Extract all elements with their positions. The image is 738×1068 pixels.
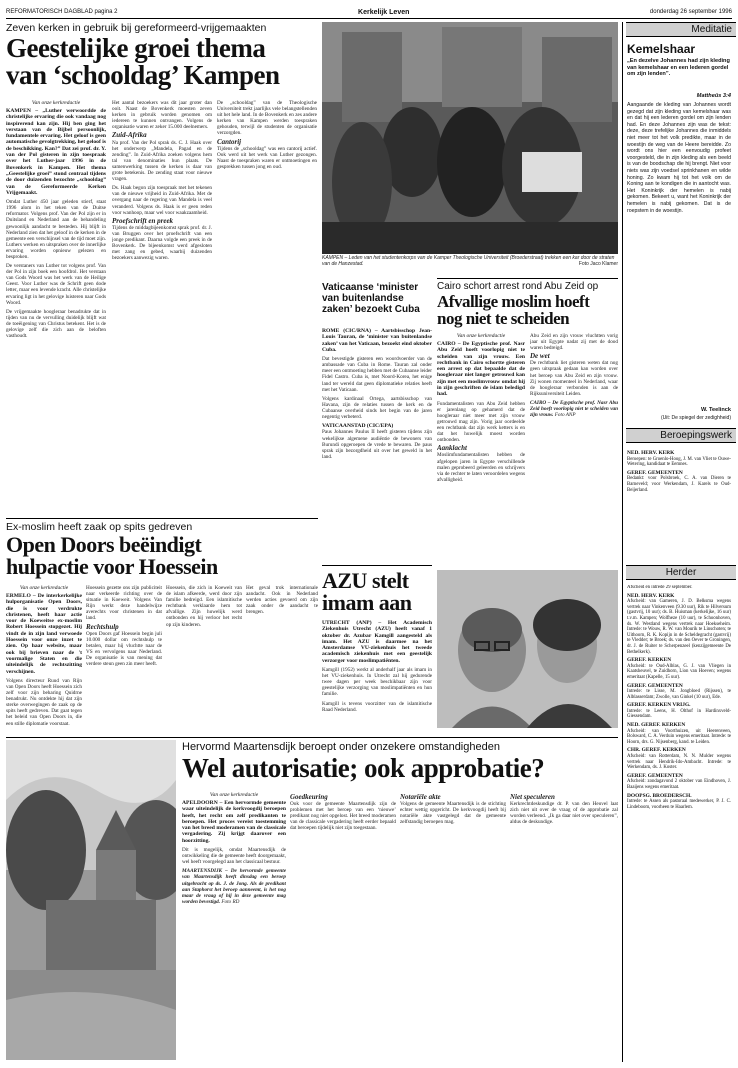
article6-photo-note-text: MAARTENSDIJK – De hervormde gemeente van Maartensdijk heeft dinsdag een beroep uitgebracht op ds. J. de Jong. Als de predikant aan Staphorst het beroep aanneemt, is het nog maar de vraag of hij in deze gemeente mag worden bevestigd. [182, 868, 286, 905]
article1-col1 [6, 108, 106, 513]
herder-head-6: CHR. GEREF. KERKEN [627, 747, 686, 754]
article4-body2: Moslimfundamentalisten hebben de afgelopen jaren in Egypte verschillende malen geprobeerd geleerden en schrijvers via de rechter te laten veroordelen wegens afvalligheid. [437, 452, 525, 483]
abu-zeid-photo-image [437, 570, 618, 728]
article1-sub3: Cantorij [217, 137, 242, 146]
article4-body3: De rechtbank liet gisteren weten dat nog geen uitspraak gedaan kan worden over het beroep van Abu Zeid en zijn vrouw. Zij wonen momenteel in Nederland, waar de hoogleraar verbonden is aan de Rijksuniversiteit Leiden. [530, 360, 618, 397]
church-photo [6, 740, 176, 1060]
article6-col3 [400, 792, 506, 1060]
article3-headline: Vaticaanse ‘minister van buitenlandse zaken’ bezoekt Cuba [322, 282, 420, 315]
article2-col1 [6, 593, 82, 733]
beroepingswerk-list [627, 448, 731, 560]
article5-headline-line2: imam aan [322, 590, 412, 615]
students-photo [322, 22, 618, 254]
article3-body2: Volgens kardinaal Ortega, aartsbisschop van Havana, zijn de relaties tussen de kerk en de Cubaanse overheid sinds het begin van de jaren negentig verbeterd. [322, 395, 432, 421]
article2-byline: Van onze kerkredactie [19, 585, 69, 591]
article4-lead: CAIRO – De Egyptische prof. Nasr Abu Zeid hoeft voorlopig niet te scheiden van zijn vrouw. Een rechtbank in Cairo schortte gisteren een arrest op dat bepaalde dat de hoogleraar niet langer getrouwd kan zijn met een moslimvrouw omdat hij in zijn geschriften de islam beledigd had. [437, 341, 525, 398]
newspaper-page-label: REFORMATORISCH DAGBLAD pagina 2 [6, 9, 118, 15]
article1-col3 [217, 100, 317, 513]
article4-col1 [437, 341, 525, 566]
beroeping-head-2: GEREF. GEMEENTEN [627, 469, 683, 476]
article1-body1: Omdat Luther 450 jaar geleden stierf, staat 1996 alom in het teken van de Duitse reformator. Volgens prof. Van der Pol zijn er in Duitsland en Nederland aan de behandeling gewoonlijk aandacht te besteden. Hij blijft in Nederland zien dat het geloof in de kerken in de gemeente een verschijnsel van de tijd moet zijn. Luthers werken en uitspraken over de innerlijke ervaring worden opnieuw gelezen en besproken. [6, 199, 106, 260]
article2-lead: ERMELO – De interkerkelijke hulporganisatie Open Doors, die is voor verdrukte christenen, heeft haar actie voor de Koeweitse ex-moslim Robert Hoessein stopgezet. Hij vindt de in zijn land verwoede Hoessein voor onze inzet te zien. Op haar website, maar ook bij brieven naar de 't voormalige Staten en die uiteindelijk de rechtszitting verschijnen. [6, 593, 82, 675]
article5-body2: Kamgill is tevens voorzitter van de islamitische Raad Nederland. [322, 700, 432, 713]
article1-body3: De vrijgemaakte hoogleraar benadrukte dat in tijden van nu de vervulling duidelijk blijft wat de toeëigening van Christus betekent. Het is de gelovige zelf die zich aan de beloften vasthoudt. [6, 308, 106, 340]
article6-photo-note [182, 868, 286, 905]
beroeping-text-2: Bedankt: voor Polsbroek, C. A. van Dieren te Barneveld; voor Werkendam, J. Karels te Oud-Beijerland. [627, 476, 731, 493]
article2-sub1: Rechtshulp [86, 622, 119, 631]
article1-body7: De „schooldag” van de Theologische Universiteit trekt jaarlijks vele belangstellenden uit het hele land. In de Bovenkerk en zes andere kerken van Kampen werden toespraken gehouden, terwijl de studenten de organisatie verzorgden. [217, 100, 317, 137]
herder-head-1: NED. HERV. KERK [627, 592, 675, 599]
article4-byline: Van onze kerkredactie [456, 333, 506, 339]
article4-body1: Fundamentalisten van Abu Zeid hebben er jarenlang op gehamerd dat de hoogleraar niet meer met zijn vrouw getrouwd mag zijn. Vorig jaar oordeelde een rechtbank dat zijn werk ketters is en dat het huwelijk moest worden ontbonden. [437, 400, 525, 444]
article5-headline-line1: AZU stelt [322, 568, 409, 593]
herder-text-3: Intrede: te Lisse, M. Jongbloed (Rijssen), te Alblasserdam; Zwolle, van Ginkel (10 uur), Ede. [627, 689, 731, 700]
article6-body4: Kerkrechtdeskundige dr. P. van den Heuvel laat zich niet uit over de vraag of de approbatie zal worden verleend. „Ik ga daar niet over speculeren”, aldus de deskundige. [510, 801, 618, 826]
article6-byline: Van onze kerkredactie [209, 792, 259, 798]
article4-body4: Abu Zeid en zijn vrouw vluchtten vorig jaar uit Egypte nadat zij met de dood waren bedreigd. [530, 333, 618, 352]
article6-headline: Wel autorisatie; ook approbatie? [182, 753, 545, 783]
herder-section-title: Herder [626, 565, 736, 580]
article4-sub1: Aanklacht [437, 444, 467, 453]
article1-body6: Tijdens de middagbijeenkomst sprak prof. dr. J. van Bruggen over het proefschrift van een jonge predikant. Daarna volgde een preek in de Bovenkerk. De bijeenkomst werd afgesloten met zang en gebed, waarbij duizenden bezoekers aanwezig waren. [112, 224, 212, 262]
beroeping-head-1: NED. HERV. KERK [627, 450, 675, 456]
photo-credit: Foto Jaco Klamer [578, 260, 618, 267]
herder-head-8: DOOPSG. BROEDERSCH. [627, 792, 692, 799]
herder-head-7: GEREF. GEMEENTEN [627, 772, 683, 779]
article2-headline-line2: hulpactie voor Hoessein [6, 554, 218, 579]
herder-text-7: Afscheid: zondagavond 2 oktober van Eindhoven, J. Baaijens wegens emeritaat. [627, 779, 731, 790]
article5-body1: Kamgill (1952) werkt al anderhalf jaar als imam in het VU-ziekenhuis. In Utrecht zal hij gedurende twee dagen per week beschikbaar zijn voor geestelijke verzorging van moslimpatiënten en hun familie. [322, 667, 432, 698]
article2-body4: Hoessein, die zich in Koeweit van de islam afkeerde, werd door zijn familie bedreigd. Een islamitische rechtbank verklaarde hem tot afvallige. Zijn huwelijk werd ontbonden en hij verloor het recht op zijn kinderen. [166, 585, 242, 628]
article1-lead: KAMPEN – „Luther werwoordde de christelijke ervaring die ook vandaag nog inspirerend kan zijn. Hij ben ging het verstaan van de Bijbel persoonlijk, fundamentele ervaring. Het geloof is geen automatische gevolgtrekking, het geloof is de beschikking. Kan?” Dat zei prof. dr. Y. van der Pol gisteren in zijn toespraak over het Luther-jaar 1996 in de Bovenkerk in Kampen. Het thema „Geestelijke groei” stond centraal tijdens de door duizenden bezochte „schooldag” van de Gereformeerde Kerken Vrijgemaakt. [6, 108, 106, 196]
article2-body5: Het geval trok internationale aandacht. Ook in Nederland werden acties gevoerd om zijn zaak onder de aandacht te brengen. [246, 585, 318, 616]
page-header [6, 6, 732, 19]
beroeping-text-1: Beroepen: te Groenlo-Hoog, J. M. van Vliet te Ouwe-Wetering, kandidaat te Eemnes. [627, 456, 731, 468]
herder-text-8: Intrede: te Assen als pastoraal medewerker, P. J. C. Lindeboom, voorheen te Haarlem. [627, 799, 731, 810]
church-photo-image [6, 740, 176, 1060]
article3-dateline: VATICAANSTAD (CIC/EPA) [322, 423, 394, 430]
article6-body2: Ook voor de gemeente Maartensdijk zijn de problemen met het beroep van een ‘nieuwe’ predikant nog niet opgelost. Het breed moderamen van de classicale vergadering heeft eerder bepaald dat beroepen tijdelijk niet zijn toegestaan. [290, 801, 396, 832]
herder-text-6: Afscheid: van Rotterdam, N. N. Mulder wegens vertrek naar Hendrik-Ido-Ambacht. Intrede: te Werkendam, ds. J. Koster. [627, 754, 731, 771]
article4-headline [437, 293, 618, 327]
article2-headline [6, 534, 318, 578]
article3-body3: Paus Johannes Paulus II heeft gisteren tijdens zijn wekelijkse algemene audiëntie de bewoners van Burundi opgeroepen de vrede te bewaren. De paus sprak zijn bezorgdheid uit over het geweld in het land. [322, 429, 432, 460]
article1-kicker: Zeven kerken in gebruik bij gereformeerd-vrijgemaakten [6, 22, 267, 34]
article6-kicker: Hervormd Maartensdijk beroept onder onzekere omstandigheden [182, 741, 500, 753]
article2-headline-line1: Open Doors beëindigt [6, 532, 202, 557]
article2-kicker: Ex-moslim heeft zaak op spits gedreven [6, 521, 193, 533]
meditatie-body: Aangaande de kleding van Johannes wordt gezegd dat zijn kleding van kemelshaar was en dat hij een lederen gordel om zijn lenden had. En deze Johannes zijn was de tekst: deze, deze trefelijke Johannes die inmiddels niet meer tot het volk predikte, maar in de woestijn de weg van de Heere bereidde. Zo wordt ons hier een eenvoudig profeet voorgesteld, die in zijn kleding als een beeld is van de boodschap die hij brengt. Niet voor niets was zijn voedsel sprinkhanen en wilde honing. Zo kwam hij tot het volk om de Koning aan te kondigen die in aantocht was. Het Koninkrijk der hemelen is nabij gekomen. Bekeert u, want het Koninkrijk der hemelen is nabij gekomen. Dat is de roepstem in de woestijn. [627, 102, 731, 214]
article6-col1 [182, 800, 286, 1060]
herder-text-2: Afscheid: te Oud-Alblas, G. J. van Vliegen in Kaatsheuvel, te Zuidhorn, Lion van Hoeven; wegens emeritaat (Kapelle, 15 uur). [627, 663, 731, 680]
article6-sub2: Notariële akte [400, 793, 441, 801]
article6-col2 [290, 792, 396, 1060]
abu-zeid-photo [437, 570, 618, 728]
meditatie-quote: „En dezelve Johannes had zijn kleding van kemelshaar en een lederen gordel om zijn lenden”. [627, 58, 730, 78]
article3-body1: Dat bevestigde gisteren een woordvoerder van de ambassade van Cuba in Rome. Tauran zal onder meer een ontmoeting hebben met de Cubaanse leider Fidel Castro. Cuba is, met Noord-Korea, het enige land ter wereld dat geen diplomatieke relaties heeft met het Vaticaan. [322, 356, 432, 393]
article4-kicker: Cairo schort arrest rond Abu Zeid op [437, 281, 599, 292]
article6-body1: Dit is mogelijk, omdat Maartensdijk de ontwikkeling die de gemeente heeft doorgemaakt, wel heeft voorgelegd aan het classicaal bestuur. [182, 847, 286, 866]
article4-col2 [530, 333, 618, 566]
herder-text-5: Afscheid: van Voorthuizen, uit Heerenveen, Bolsward, C. A. Verduin wegens emeritaat. Intrede: te Hoorn, drs. G. Nijsenberg, kand. te Leiden. [627, 728, 731, 745]
herder-text-1: Afscheid: van Gameren, J. D. Belksma wegens vertrek naar Vinkenveen (9.30 uur), Rik te Hilversum (gastvrij, 10 uur); ds. B. Huisman (kerkelijke, 16 uur) t.v.m. Kampen; Wolfheze (10 uur), te Schoonhoven, ds. W. Westland wegens vertrek naar Hoekseheim. Intrede: te Wouw, R. W. van Mourik te Linschoten; te Uithoorn, R. K. Kopijn in de Scheldegracht (gastvrij) te Vledder; te Broek; ds. van den Oever te Groningen, dr. J. de Ruiter te Scherpenzeel (kenzijgemeente De Bethelkerk). [627, 599, 731, 655]
article5-lead: UTRECHT (ANP) – Het Academisch Ziekenhuis Utrecht (AZU) heeft vanaf 1 oktober dr. Azubar Kamgill aangesteld als imam. Het AZU is daarmee na het Amsterdamse VU-ziekenhuis het tweede academisch ziekenhuis met een geestelijk verzorger voor moslimpatiënten. [322, 620, 432, 664]
section-label: Kerkelijk Leven [358, 8, 410, 16]
beroepingswerk-section-title: Beroepingswerk [626, 428, 736, 443]
article2-body1: Volgens directeur Ruud van Rijn van Open Doors heeft Hoessein zich zelf voor zijn beharing Quidrne benadrukt. Nu ontdekte hij dat zijn sterke overwegingen de zaak op de spits heeft gedreven. Dat gaat tegen het beleid van Open Doors in, die een stille diplomatie voorstaat. [6, 677, 82, 727]
article4-sub2: De wet [530, 352, 550, 361]
article4-note [530, 400, 618, 418]
article6-lead: APELDOORN – Een hervormde gemeente waar uiteindelijk de kerkvoogdij beroepen heeft, het recht om zelf predikanten te beroepen. Het proces vereist toestemming van het breed moderamen van de classicale vergadering. Zij krijgt daarover een hoorzitting. [182, 800, 286, 844]
article4-headline-line1: Afvallige moslim hoeft [437, 292, 590, 311]
article3-body [322, 328, 432, 563]
meditatie-source: (Uit: De spiegel der zedighheid) [660, 415, 731, 421]
herder-head-2: GEREF. KERKEN [627, 657, 672, 664]
article1-col2 [112, 100, 212, 513]
article6-sub3: Niet speculeren [510, 793, 555, 801]
article1-headline-line1: Geestelijke groei thema [6, 33, 266, 63]
caption-text: KAMPEN – Leden van het studentenkorps van de Kamper Theologische Universiteit (Broederstraat) trekken een kar door de straten van de Hanzestad. [322, 255, 615, 267]
article6-sub1: Goedkeuring [290, 793, 328, 801]
article1-byline: Van onze kerkredactie [31, 100, 81, 106]
herder-head-4: GEREF. KERKEN VRIJG. [627, 702, 691, 709]
article1-headline [6, 35, 316, 89]
herder-list [627, 585, 731, 1061]
herder-text-4: Intrede: te Leens, H. Olthof in Hardinxveld-Giessendam. [627, 708, 731, 720]
article1-body4: Na prof. Van der Pol sprak ds. C. J. Haak over het onderwerp „Mandela, Pagad en de zending”. In Zuid-Afrika zoeken volgens hem tal van denominaties hun plaats. De samenwerking tussen de kerken is daar van grote betekenis. De zending staat voor nieuwe vragen. [112, 139, 212, 183]
article5-body [322, 620, 432, 728]
article2-body3: Open Doors gaf Hoessein begin juli 10.000 dollar om rechtshulp te betalen, maar hij vluchtte naar de VS en vervolgens naar Nederland. De organisatie is van mening dat verdere steun geen zin meer heeft. [86, 630, 162, 668]
article4-note-text: CAIRO – De Egyptische prof. Nasr Abu Zeid hoeft voorlopig niet te scheiden van zijn vrouw. [530, 399, 618, 419]
meditatie-ref: Mattheüs 3:4 [696, 93, 731, 99]
issue-date: donderdag 26 september 1996 [649, 9, 732, 15]
herder-head-5: NED. GEREF. KERKEN [627, 722, 686, 729]
meditatie-author: W. Teelinck [700, 407, 731, 413]
article2-col4 [246, 585, 318, 733]
article6-body3: Volgens de gemeente Maartensdijk is de stichting echter wettig opgericht. De kerkvoogdij heeft bij notariële akte vastgelegd dat de gemeente zelfstandig beroepen mag. [400, 801, 506, 826]
article1-body4-pre: Het aantal bezoekers was dit jaar groter dan ooit. Naast de Bovenkerk moesten zeven kerken in gebruik worden genomen om iedereen te kunnen ontvangen. Volgens de organisatie waren er zeker 15.000 deelnemers. [112, 100, 212, 131]
meditatie-section-title: Meditatie [626, 22, 736, 37]
article2-col2 [86, 585, 162, 733]
article1-sub1: Zuid-Afrika [112, 131, 147, 140]
herder-intro: Afscheid en intrede 29 september. [627, 585, 693, 590]
article2-body2: Hoessein gezette ons zijn publiciteit naar verkeerde richting over de situatie in Koeweit. Volgens Van Rijn werkt deze handelwijze averechts voor christenen in dat land. [86, 585, 162, 622]
article1-headline-line2: van ‘schooldag’ Kampen [6, 60, 280, 90]
article6-credit: Foto RD [221, 898, 240, 905]
article4-credit: Foto ANP [554, 412, 576, 419]
herder-head-3: GEREF. GEMEENTEN [627, 682, 683, 689]
article5-headline [322, 570, 432, 614]
article6-col4 [510, 792, 618, 1060]
article3-lead: ROME (CIC/RNA) – Aartsbisschop Jean-Louis Tauran, de ‘minister van buitenlandse zaken’ van het Vaticaan, bezoekt eind oktober Cuba. [322, 328, 432, 353]
students-photo-image [322, 22, 618, 254]
article1-body5: Ds. Haak begon zijn toespraak met het tekenen van de nieuwe vrijheid in Zuid-Afrika. Met de overgang naar de regering van Mandela is veel veranderd. Volgens ds. Haak is er geen reden voor wanhoop, maar wel voor waakzaamheid. [112, 185, 212, 216]
article4-headline-line2: nog niet te scheiden [437, 309, 570, 328]
article1-body2: De verstaners van Luther tot volgens prof. Van der Pol in zijn boek een hoofdrol. Het verstaan van Gods Woord was het werk van de Heilige Geest. Voor Luther was de Schrift geen dode letter, maar een levende kracht. Alle christelijke ervaring ligt in het gelovige luisteren naar Gods Woord. [6, 263, 106, 306]
article2-col3 [166, 585, 242, 733]
students-photo-caption [322, 256, 618, 268]
meditatie-title: Kemelshaar [627, 42, 696, 56]
article1-sub2: Proefschrift en preek [112, 216, 174, 225]
article1-body9: Tijdens de „schooldag” was een cantorij actief. Ook werd uit het werk van Luther gezongen. Naast de toespraken waren er ontmoetingen en gesprekken tussen jong en oud. [217, 145, 317, 170]
